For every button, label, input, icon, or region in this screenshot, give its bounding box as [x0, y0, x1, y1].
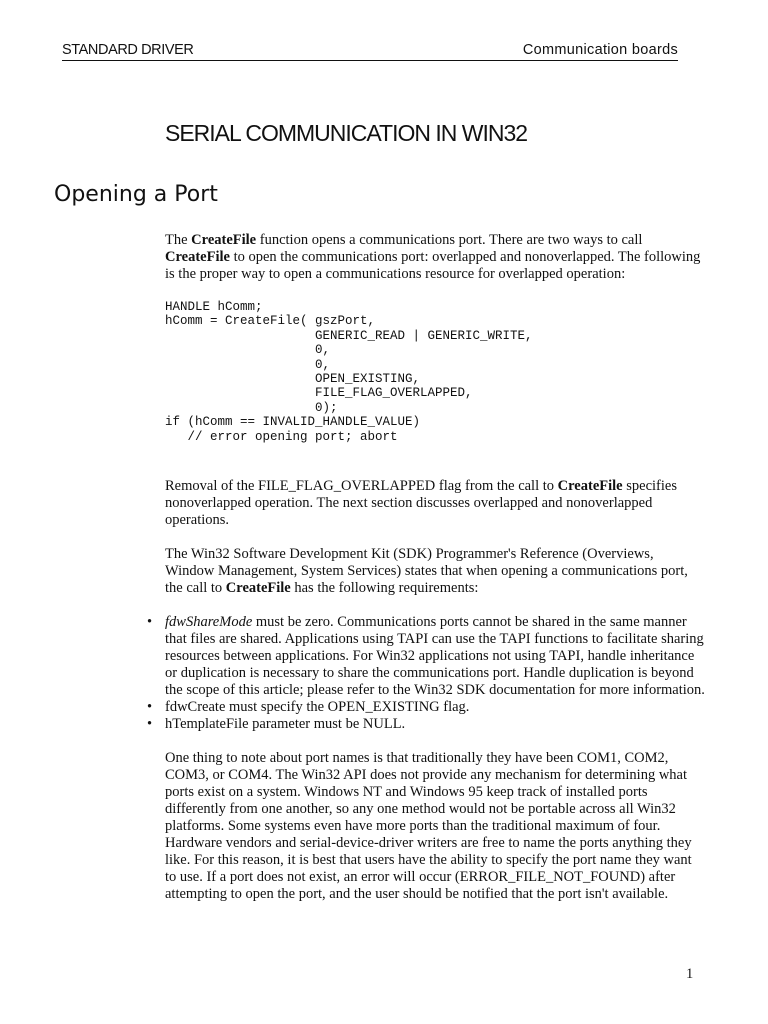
list-item-text: fdwCreate must specify the OPEN_EXISTING flag.	[165, 699, 470, 716]
port-names-paragraph: One thing to note about port names is that traditionally they have been COM1, COM2, COM3, or COM4. The Win32 API does not provide any mechanism for determining what ports exist on a system. Windows NT and Windows 95 keep track of installed ports differently from one another, so any one method would not be portable across all Win32 platforms. Some systems even have more ports than the traditional maximum of four. Hardware vendors and serial-device-driver writers are free to name the ports anything they like. For this reason, it is best that users have the ability to specify the port name they want to use. If a port does not exist, an error will occur (ERROR_FILE_NOT_FOUND) after attempting to open the port, and the user should be notified that the port isn't available.	[165, 750, 692, 903]
header-right-text: Communication boards	[522, 42, 678, 58]
sdk-paragraph	[165, 546, 705, 597]
code-sample: HANDLE hComm; hComm = CreateFile( gszPort, GENERIC_READ | GENERIC_WRITE, 0, 0, OPEN_EXISTING, FILE_FLAG_OVERLAPPED, 0); if (hComm == INVALID_HANDLE_VALUE) // error opening port; abort	[165, 300, 533, 444]
document-body	[165, 232, 705, 920]
overlapped-text-1: Removal of the FILE_FLAG_OVERLAPPED flag from the call to	[165, 478, 558, 495]
createfile-term: CreateFile	[165, 249, 230, 265]
overlapped-text-2: specifies nonoverlapped operation. The next section discusses overlapped and nonoverlapped operations.	[165, 478, 677, 529]
intro-text-3: to open the communications port: overlapped and nonoverlapped. The following is the proper way to open a communications resource for overlapped operation:	[165, 249, 701, 282]
intro-text-2: function opens a communications port. There are two ways to call	[256, 232, 643, 248]
intro-text-1: The	[165, 232, 192, 248]
intro-paragraph	[165, 232, 705, 283]
page-header	[62, 42, 678, 62]
list-item-text: must be zero. Communications ports cannot be shared in the same manner that files are shared. Applications using TAPI can use the TAPI functions to facilitate sharing resources between applications. For Win32 applications not using TAPI, handle inheritance or duplication is necessary to share the communications port. Handle duplication is beyond the scope of this article; please refer to the Win32 SDK documentation for more information.	[165, 614, 705, 699]
overlapped-paragraph	[165, 478, 705, 529]
list-item	[165, 716, 705, 733]
section-heading: Opening a Port	[54, 182, 218, 207]
list-item	[165, 699, 705, 716]
sdk-text-2: has the following requirements:	[290, 580, 479, 597]
list-item	[165, 614, 705, 699]
share-mode-term: fdwShareMode	[165, 614, 253, 631]
header-rule	[62, 60, 678, 61]
header-left-text: STANDARD DRIVER	[62, 42, 194, 58]
page-number: 1	[686, 966, 694, 982]
sdk-text-1: The Win32 Software Development Kit (SDK) Programmer's Reference (Overviews, Window Management, System Services) states that when opening a communications port, the call to	[165, 546, 688, 597]
createfile-term: CreateFile	[191, 232, 257, 248]
requirements-list	[165, 614, 705, 733]
createfile-term: CreateFile	[225, 580, 291, 597]
createfile-term: CreateFile	[557, 478, 623, 495]
document-title: SERIAL COMMUNICATION IN WIN32	[165, 120, 528, 146]
list-item-text: hTemplateFile parameter must be NULL.	[165, 716, 406, 733]
